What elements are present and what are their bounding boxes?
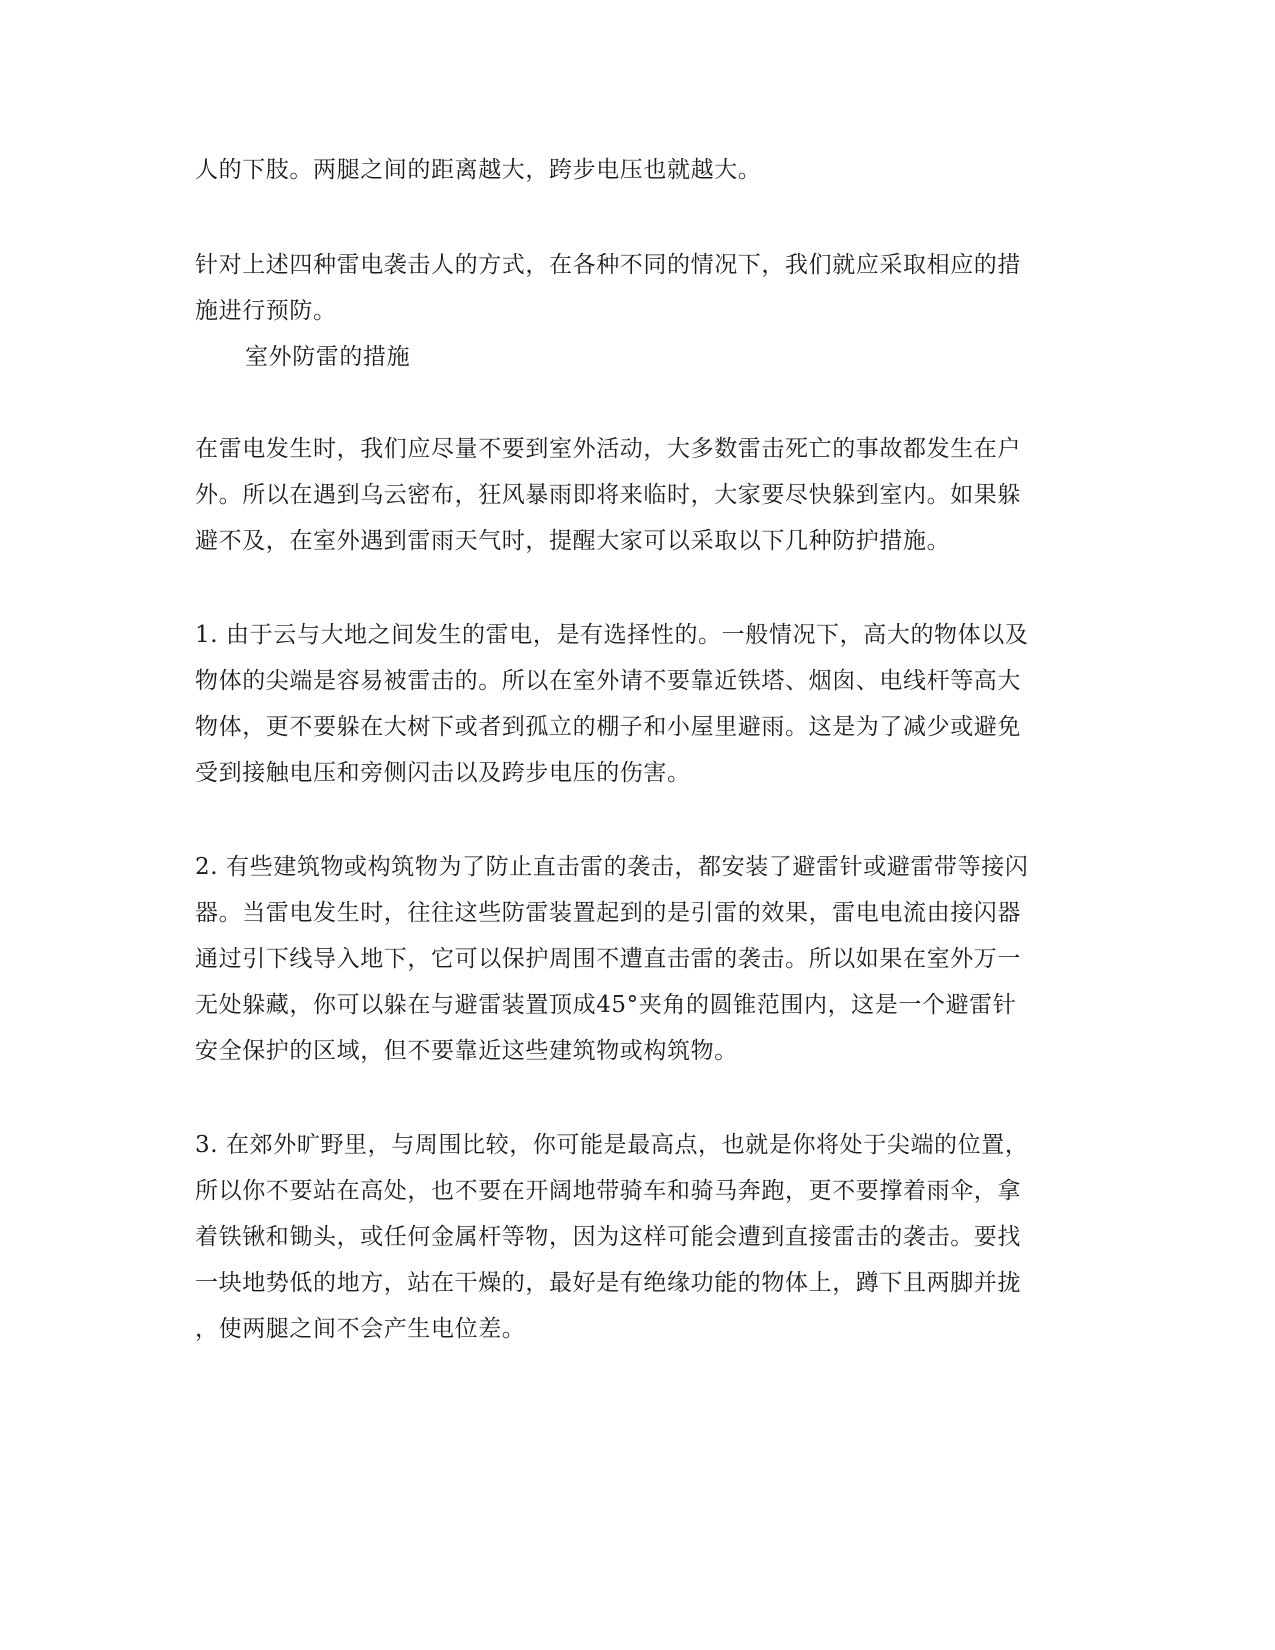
- text-line: 外。所以在遇到乌云密布，狂风暴雨即将来临时，大家要尽快躲到室内。如果躲: [195, 482, 1021, 508]
- list-item-line: 器。当雷电发生时，往往这些防雷装置起到的是引雷的效果，雷电电流由接闪器: [195, 900, 1021, 926]
- list-item-line: 物体，更不要躲在大树下或者到孤立的棚子和小屋里避雨。这是为了减少或避免: [195, 714, 1021, 740]
- list-item-line: 安全保护的区域，但不要靠近这些建筑物或构筑物。: [195, 1038, 738, 1064]
- list-item-line: 1. 由于云与大地之间发生的雷电，是有选择性的。一般情况下，高大的物体以及: [195, 622, 1029, 648]
- list-item-line: 一块地势低的地方，站在干燥的，最好是有绝缘功能的物体上，蹲下且两脚并拢: [195, 1270, 1021, 1296]
- list-item-line: 2. 有些建筑物或构筑物为了防止直击雷的袭击，都安装了避雷针或避雷带等接闪: [195, 854, 1029, 880]
- list-item-line: 通过引下线导入地下，它可以保护周围不遭直击雷的袭击。所以如果在室外万一: [195, 946, 1021, 972]
- list-item-line: 受到接触电压和旁侧闪击以及跨步电压的伤害。: [195, 760, 691, 786]
- list-item-line: 所以你不要站在高处，也不要在开阔地带骑车和骑马奔跑，更不要撑着雨伞，拿: [195, 1178, 1021, 1204]
- text-line: 针对上述四种雷电袭击人的方式，在各种不同的情况下，我们就应采取相应的措: [195, 252, 1021, 278]
- section-heading: 室外防雷的措施: [245, 344, 411, 370]
- text-line: 在雷电发生时，我们应尽量不要到室外活动，大多数雷击死亡的事故都发生在户: [195, 436, 1021, 462]
- list-item-line: ，使两腿之间不会产生电位差。: [195, 1316, 526, 1342]
- list-item-line: 物体的尖端是容易被雷击的。所以在室外请不要靠近铁塔、烟囱、电线杆等高大: [195, 668, 1021, 694]
- text-line: 人的下肢。两腿之间的距离越大，跨步电压也就越大。: [195, 157, 762, 183]
- list-item-line: 着铁锹和锄头，或任何金属杆等物，因为这样可能会遭到直接雷击的袭击。要找: [195, 1224, 1021, 1250]
- list-item-line: 3. 在郊外旷野里，与周围比较，你可能是最高点，也就是你将处于尖端的位置，: [195, 1132, 1029, 1158]
- list-item-line: 无处躲藏，你可以躲在与避雷装置顶成45°夹角的圆锥范围内，这是一个避雷针: [195, 992, 1017, 1018]
- text-line: 施进行预防。: [195, 298, 337, 324]
- text-line: 避不及，在室外遇到雷雨天气时，提醒大家可以采取以下几种防护措施。: [195, 528, 951, 554]
